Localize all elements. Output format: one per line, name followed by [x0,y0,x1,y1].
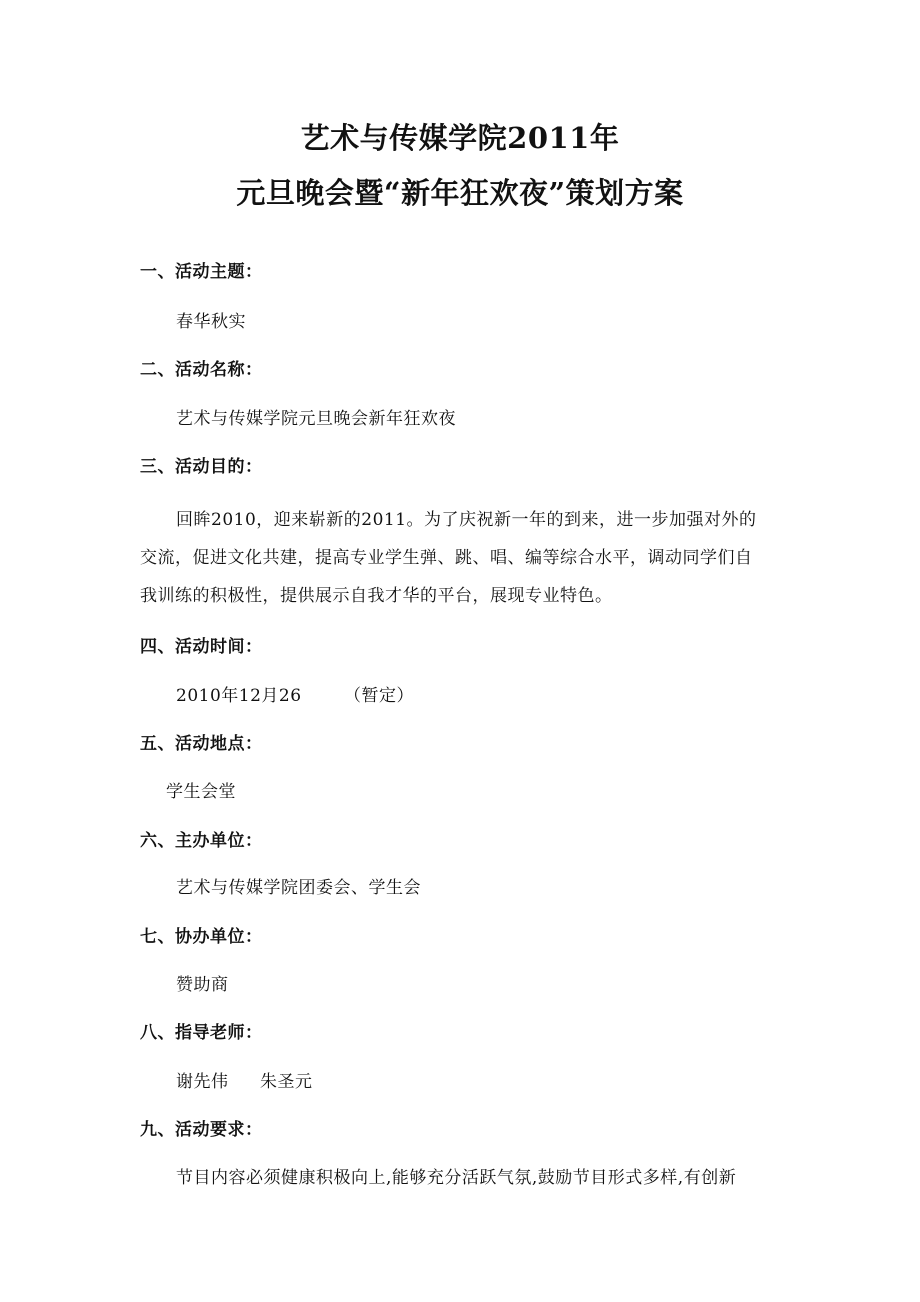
section-purpose-line-3: 我训练的积极性，提供展示自我才华的平台，展现专业特色。 [140,586,613,606]
section-heading-requirements: 九、活动要求： [140,1120,263,1140]
section-content-name: 艺术与传媒学院元旦晚会新年狂欢夜 [176,409,456,429]
section-heading-cohost: 七、协办单位： [140,927,263,947]
section-heading-host: 六、主办单位： [140,831,263,851]
section-heading-name: 二、活动名称： [140,360,263,380]
section-heading-purpose: 三、活动目的： [140,457,263,477]
section-advisor-1: 谢先伟 [176,1072,229,1092]
section-advisor-2: 朱圣元 [260,1072,313,1092]
section-heading-advisors: 八、指导老师： [140,1023,263,1043]
section-heading-theme: 一、活动主题： [140,262,263,282]
section-purpose-line-2: 交流，促进文化共建，提高专业学生弹、跳、唱、编等综合水平，调动同学们自 [140,548,753,568]
section-content-cohost: 赞助商 [176,975,229,995]
section-content-host: 艺术与传媒学院团委会、学生会 [176,878,421,898]
section-heading-location: 五、活动地点： [140,734,263,754]
section-content-location: 学生会堂 [166,782,236,802]
section-requirements-line-1: 节目内容必须健康积极向上,能够充分活跃气氛,鼓励节目形式多样,有创新 [176,1168,737,1188]
section-time-date: 2010年12月26 [176,686,302,706]
section-purpose-line-1: 回眸2010，迎来崭新的2011。为了庆祝新一年的到来，进一步加强对外的 [176,510,757,530]
document-title-line-1: 艺术与传媒学院2011年 [300,121,620,155]
document-title-line-2: 元旦晚会暨“新年狂欢夜”策划方案 [236,176,684,210]
section-time-note: （暂定） [344,686,414,706]
section-content-theme: 春华秋实 [176,312,246,332]
section-heading-time: 四、活动时间： [140,637,263,657]
